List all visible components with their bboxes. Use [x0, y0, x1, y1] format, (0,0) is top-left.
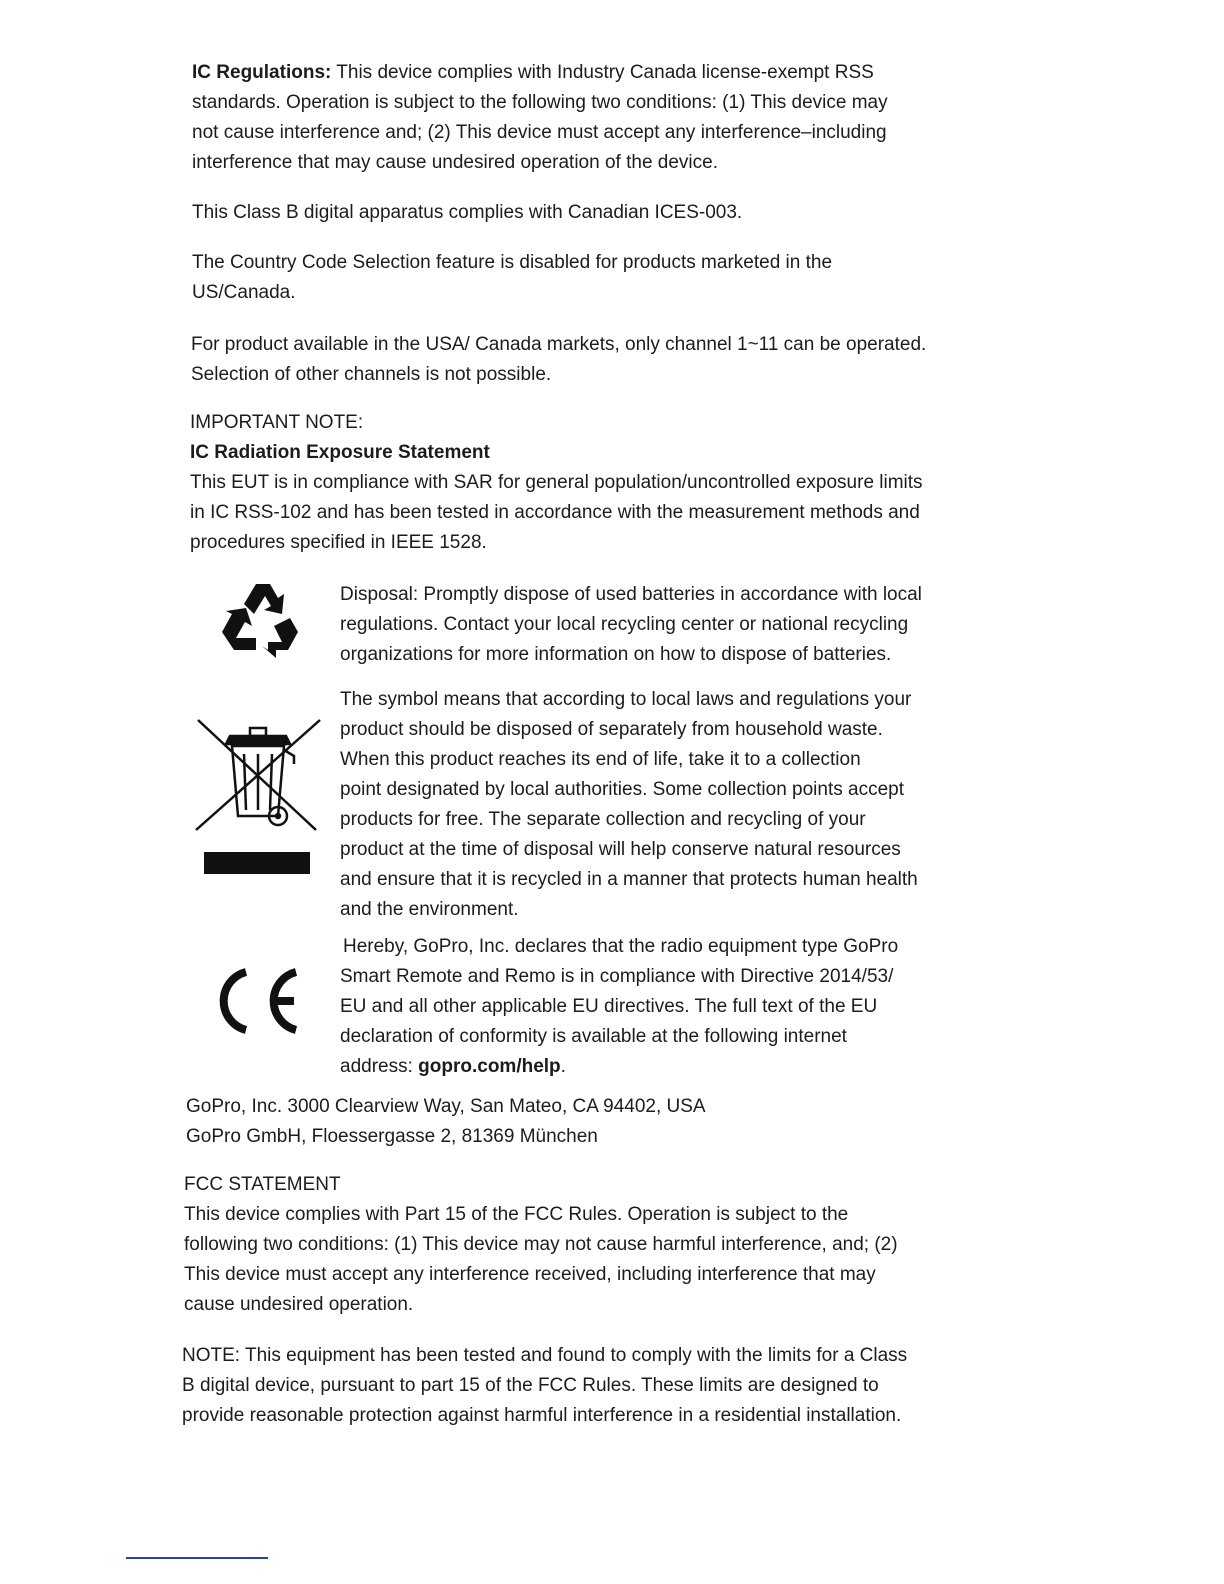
ic-regulations-paragraph: [192, 58, 992, 178]
ce-line: declaration of conformity is available at the following internet: [340, 1026, 847, 1047]
ic-line: This device complies with Industry Canada license-exempt RSS: [331, 62, 874, 83]
fcc-title: FCC STATEMENT: [184, 1174, 341, 1195]
disposal-line: regulations. Contact your local recycling center or national recycling: [340, 614, 909, 635]
ce-line: Hereby, GoPro, Inc. declares that the radio equipment type GoPro: [343, 936, 899, 957]
address-line: GoPro GmbH, Floessergasse 2, 81369 München: [186, 1126, 598, 1147]
weee-line: point designated by local authorities. Some collection points accept: [340, 779, 905, 800]
ic-line: interference that may cause undesired operation of the device.: [192, 152, 718, 173]
ce-address-line: [340, 1052, 1003, 1082]
country-code-paragraph: [192, 248, 992, 308]
channel-line: For product available in the USA/ Canada markets, only channel 1~11 can be operated.: [191, 334, 927, 355]
ic-radiation-title: IC Radiation Exposure Statement: [190, 442, 490, 463]
addresses-block: [186, 1092, 986, 1152]
fcc-section: [184, 1170, 1004, 1320]
weee-line: and ensure that it is recycled in a manner that protects human health: [340, 869, 918, 890]
footer-rule: [126, 1557, 268, 1559]
important-line: This EUT is in compliance with SAR for general population/uncontrolled exposure limits: [190, 472, 923, 493]
fcc-line: following two conditions: (1) This device may not cause harmful interference, and; (2): [184, 1234, 898, 1255]
country-code-line: The Country Code Selection feature is disabled for products marketed in the: [192, 252, 833, 273]
important-line: procedures specified in IEEE 1528.: [190, 532, 487, 553]
weee-line: product at the time of disposal will help conserve natural resources: [340, 839, 901, 860]
weee-line: product should be disposed of separately from household waste.: [340, 719, 883, 740]
ic-regulations-lead: IC Regulations:: [192, 62, 332, 83]
ce-line: Smart Remote and Remo is in compliance with Directive 2014/53/: [340, 966, 894, 987]
fcc-line: cause undesired operation.: [184, 1294, 414, 1315]
address-line: GoPro, Inc. 3000 Clearview Way, San Mateo, CA 94402, USA: [186, 1096, 706, 1117]
channel-line: Selection of other channels is not possible.: [191, 364, 552, 385]
fcc-note-paragraph: [182, 1341, 1012, 1431]
fcc-note-line: provide reasonable protection against harmful interference in a residential installation.: [182, 1405, 902, 1426]
disposal-line: Disposal: Promptly dispose of used batteries in accordance with local: [340, 584, 922, 605]
recycle-icon: [218, 580, 300, 660]
crossed-bin-icon: [192, 716, 324, 878]
weee-line: The symbol means that according to local laws and regulations your: [340, 689, 912, 710]
fcc-line: This device complies with Part 15 of the FCC Rules. Operation is subject to the: [184, 1204, 849, 1225]
channel-paragraph: [191, 330, 1001, 390]
weee-paragraph: [340, 685, 1000, 925]
fcc-note-line: B digital device, pursuant to part 15 of the FCC Rules. These limits are designed to: [182, 1375, 879, 1396]
fcc-line: This device must accept any interference received, including interference that may: [184, 1264, 876, 1285]
important-note-section: [190, 408, 1010, 558]
ce-address-prefix: address:: [340, 1056, 419, 1077]
disposal-line: organizations for more information on how to dispose of batteries.: [340, 644, 892, 665]
gopro-help-link[interactable]: gopro.com/help: [418, 1056, 561, 1077]
disposal-paragraph: [340, 580, 990, 670]
ic-line: not cause interference and; (2) This device must accept any interference–including: [192, 122, 887, 143]
ce-address-suffix: .: [560, 1056, 566, 1077]
important-line: in IC RSS-102 and has been tested in accordance with the measurement methods and: [190, 502, 920, 523]
ce-declaration-paragraph: [340, 932, 1003, 1082]
ce-line: EU and all other applicable EU directives. The full text of the EU: [340, 996, 878, 1017]
fcc-note-line: NOTE: This equipment has been tested and found to comply with the limits for a Class: [182, 1345, 908, 1366]
ic-line: standards. Operation is subject to the following two conditions: (1) This device may: [192, 92, 888, 113]
country-code-line: US/Canada.: [192, 282, 296, 303]
ce-mark-icon: [206, 966, 302, 1036]
important-note-title: IMPORTANT NOTE:: [190, 412, 364, 433]
weee-line: When this product reaches its end of life, take it to a collection: [340, 749, 861, 770]
weee-line: products for free. The separate collection and recycling of your: [340, 809, 866, 830]
weee-line: and the environment.: [340, 899, 519, 920]
class-b-paragraph: This Class B digital apparatus complies with Canadian ICES-003.: [192, 202, 743, 223]
